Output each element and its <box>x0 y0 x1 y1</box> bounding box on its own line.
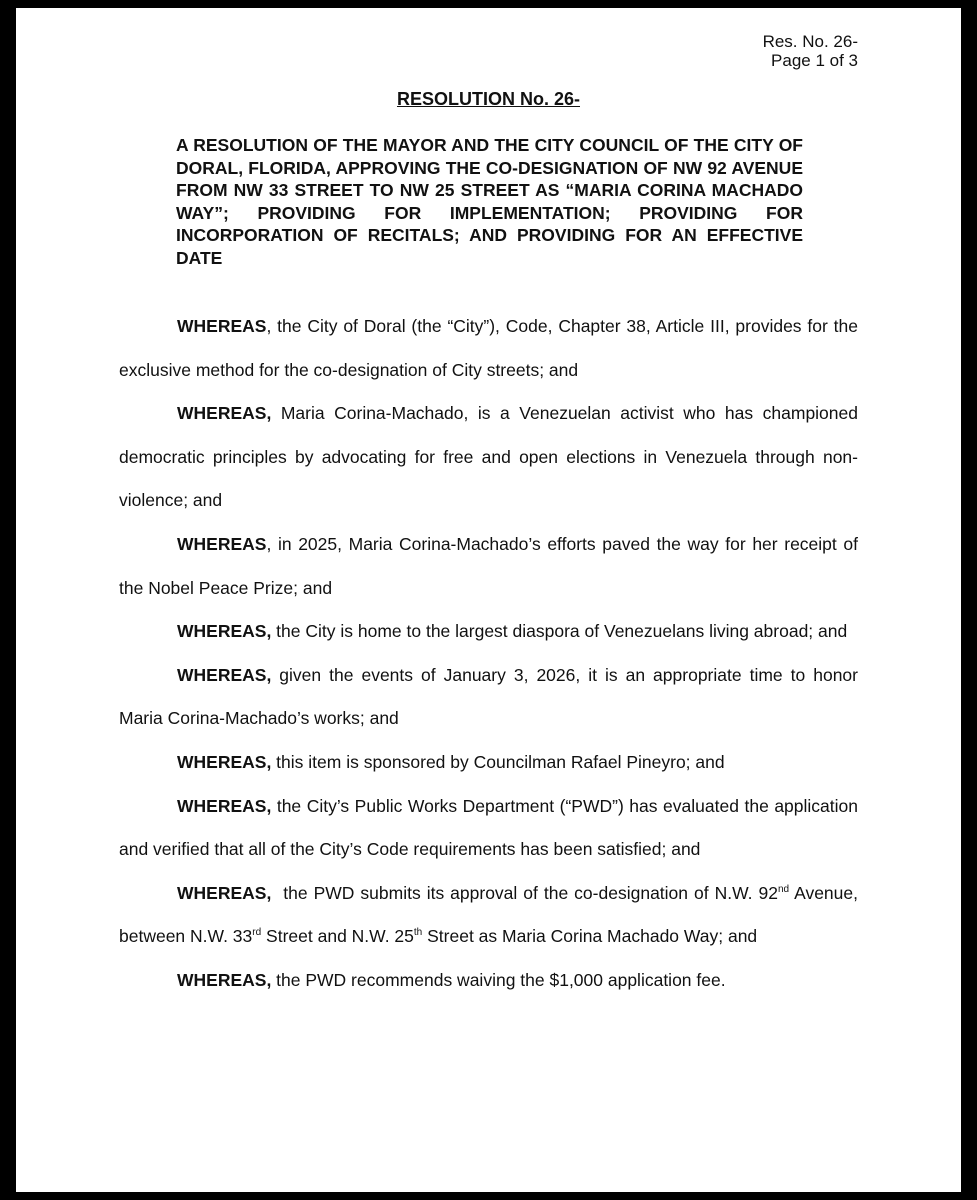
recitals <box>119 305 858 1003</box>
ordinal-suffix: rd <box>252 927 262 939</box>
resolution-number-ref: Res. No. 26- <box>762 32 858 51</box>
recital-paragraph <box>119 785 858 872</box>
recital-text: , in 2025, Maria Corina-Machado’s efforts paved the way for her receipt of the Nobel Peace Prize; and <box>119 533 858 598</box>
recital-text: , the City of Doral (the “City”), Code, Chapter 38, Article III, provides for the exclusive method for the co-designation of City streets; and <box>119 316 858 380</box>
whereas-label: WHEREAS, <box>177 621 272 642</box>
recital-text: the PWD recommends waiving the $1,000 application fee. <box>271 969 726 990</box>
recital-paragraph <box>119 305 858 392</box>
recital-text: Street as Maria Corina Machado Way; and <box>422 926 758 947</box>
recital-paragraph <box>119 610 858 654</box>
recital-text: Street and N.W. 25 <box>261 926 414 947</box>
recital-paragraph <box>119 523 858 610</box>
recital-paragraph <box>119 872 858 959</box>
recital-text: Avenue, between N.W. 33 <box>119 882 858 947</box>
recital-text: given the events of January 3, 2026, it is an appropriate time to honor Maria Corina-Machado’s works; and <box>119 664 858 729</box>
whereas-label: WHEREAS, <box>177 882 272 903</box>
resolution-title-text: RESOLUTION No. 26- <box>396 89 580 109</box>
recital-text: the PWD submits its approval of the co-designation of N.W. 92 <box>271 882 778 903</box>
ordinal-suffix: nd <box>777 883 790 895</box>
recital-text: this item is sponsored by Councilman Rafael Pineyro; and <box>271 751 725 772</box>
recital-paragraph <box>119 959 858 1003</box>
whereas-label: WHEREAS, <box>177 751 272 772</box>
whereas-label: WHEREAS, <box>177 403 272 424</box>
whereas-label: WHEREAS, <box>177 969 272 990</box>
recital-paragraph <box>119 392 858 523</box>
resolution-title <box>16 89 961 110</box>
ordinal-suffix: th <box>413 927 423 939</box>
recital-paragraph <box>119 741 858 785</box>
whereas-label: WHEREAS <box>177 316 267 336</box>
recital-text: the City’s Public Works Department (“PWD”) has evaluated the application and verified that all of the City’s Code requirements has been satisfied; and <box>119 795 858 860</box>
resolution-caption: A RESOLUTION OF THE MAYOR AND THE CITY COUNCIL OF THE CITY OF DORAL, FLORIDA, APPROVING THE CO-DESIGNATION OF NW 92 AVENUE FROM NW 33 STREET TO NW 25 STREET AS “MARIA CORINA MACHADO WAY”; PROVIDING FOR IMPLEMENTATION; PROVIDING FOR INCORPORATION OF RECITALS; AND PROVIDING FOR AN EFFECTIVE DATE <box>176 135 803 268</box>
page-number: Page 1 of 3 <box>771 51 858 70</box>
recital-paragraph <box>119 654 858 741</box>
resolution-reference <box>763 32 858 70</box>
recital-text: the City is home to the largest diaspora of Venezuelans living abroad; and <box>271 621 848 642</box>
whereas-label: WHEREAS, <box>177 795 272 816</box>
whereas-label: WHEREAS <box>177 533 267 554</box>
whereas-label: WHEREAS, <box>177 664 272 685</box>
recital-text: Maria Corina-Machado, is a Venezuelan activist who has championed democratic principles by advocating for free and open elections in Venezuela through non-violence; and <box>119 403 858 511</box>
document-page <box>16 8 961 1192</box>
